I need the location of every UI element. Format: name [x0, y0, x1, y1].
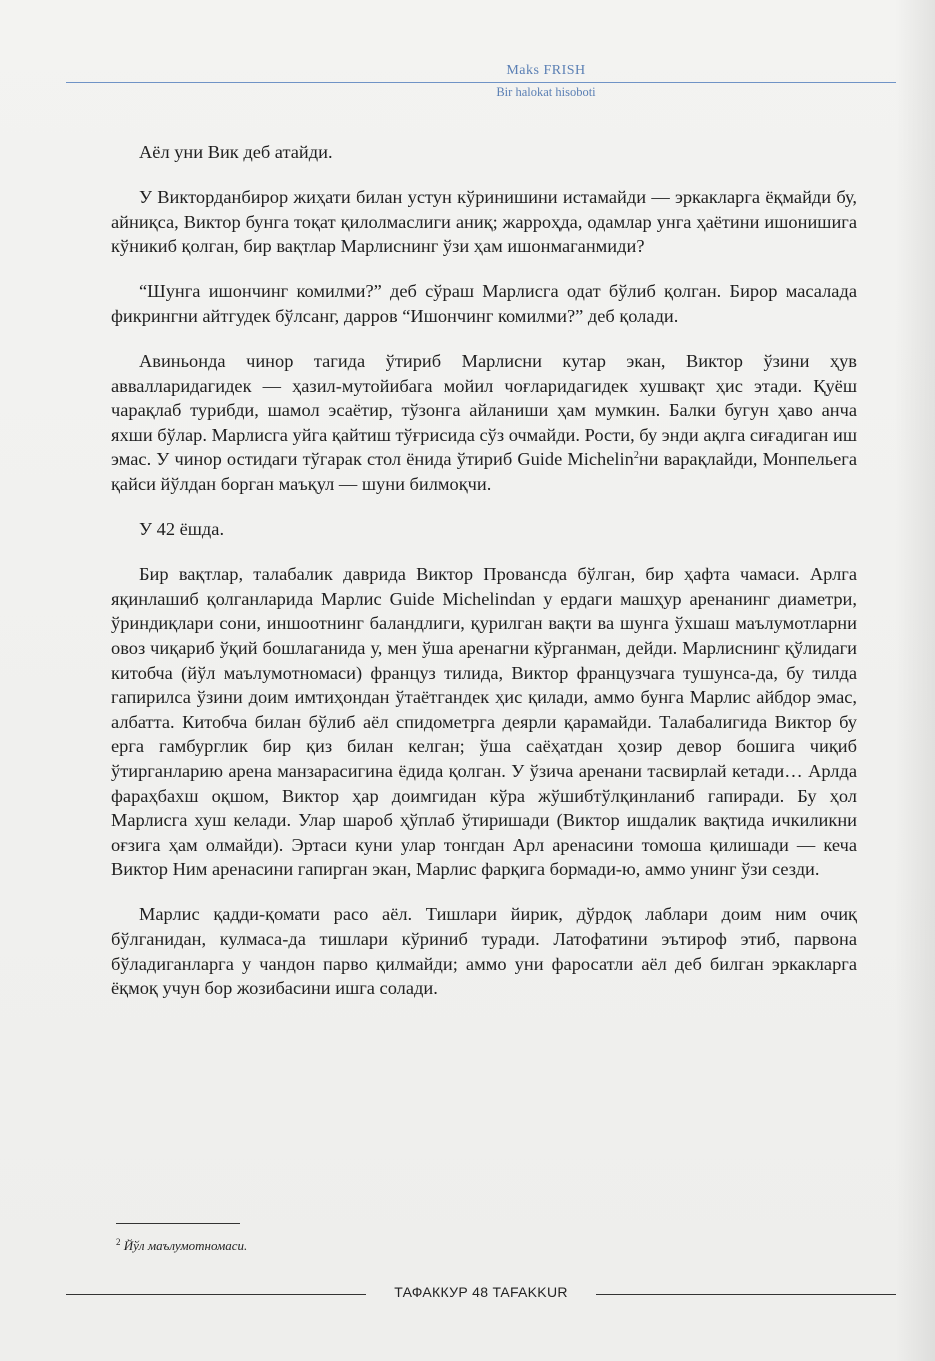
footer-rule-left: [66, 1294, 366, 1295]
footnote: [116, 1238, 247, 1254]
spine-shadow: [895, 0, 935, 1361]
footnote-text: Йўл маълумотномаси.: [123, 1238, 248, 1253]
header-subtitle: Bir halokat hisoboti: [496, 85, 596, 99]
footnote-rule: [116, 1223, 240, 1224]
body-text: [111, 140, 857, 1021]
footer-label: ТАФАККУР 48 TAFAKKUR: [394, 1284, 568, 1300]
paragraph-4-part-1: Авиньонда чинор тагида ўтириб Марлисни кутар экан, Виктор ўзини ҳув аввалларидагидек — ҳазил-мутойибага мойил чоғларидагидек хушвақт ҳис этади. Қуёш чарақлаб турибди, шамол эсаётир, тўзонга айланиши ҳам мумкин. Балки бугун ҳаво анча яхши бўлар. Марлисга уйга қайтиш тўғрисида сўз очмайди. Рости, бу энди ақлга сиғадиган иш эмас. У чинор остидаги тўгарак стол ёнида ўтириб Guide Michelin: [111, 351, 857, 470]
page-footer: [66, 1282, 896, 1306]
footer-rule-right: [596, 1294, 896, 1295]
header-author: Maks FRISH: [506, 63, 586, 78]
paragraph-3: “Шунга ишончинг комилми?” деб сўраш Марлисга одат бўлиб қолган. Бирор масалада фикрингни айтгудек бўлсанг, дарров “Ишончинг комилми?” деб қолади.: [111, 281, 857, 326]
running-header: [66, 62, 896, 100]
paragraph-5: У 42 ёшда.: [139, 519, 225, 540]
header-rule: [66, 82, 896, 83]
paragraph-2: У Викторданбирор жиҳати билан устун кўринишини истамайди — эркакларга ёқмайди бу, айниқса, Виктор бунга тоқат қилолмаслиги аниқ; жарроҳда, одамлар унга ҳаётини ишонишига кўникиб қолган, бир вақтлар Марлиснинг ўзи ҳам ишонмаганмиди?: [111, 187, 857, 257]
paragraph-1: Аёл уни Вик деб атайди.: [139, 142, 333, 162]
footnote-ref: 2: [633, 450, 639, 462]
footnote-number: 2: [116, 1237, 121, 1247]
paragraph-4: [111, 349, 857, 497]
paragraph-4-part-2: ни варақлайди, Монпельега қайси йўлдан борган маъқул — шуни билмоқчи.: [111, 449, 858, 495]
paragraph-6: Бир вақтлар, талабалик даврида Виктор Провансда бўлган, бир ҳафта чамаси. Арлга яқинлашиб қолганларида Марлис Guide Michelindan у ердаги машҳур аренанинг диаметри, ўриндиқлари сони, иншоотнинг баландлиги, қурилган вақти ва шунга ўхшаш маълумотларни овоз чиқариб ўқий бошлаганида у, мен ўша аренагни кўрганман, дейди. Марлиснинг қўлидаги китобча (йўл маълумотномаси) француз тилида, Виктор французчага тушунса-да, бу тилда гапирилса ўзини доим имтиҳондан ўтаётгандек ҳис қилади, аммо бунга Марлис айбдор эмас, албатта. Китобча билан бўлиб аёл спидометрга деярли қарамайди. Талабалигида Виктор бу ерга гамбурглик бир қиз билан келган; ўша саёҳатдан ҳозир девор бошига чиқиб ўтирганларию арена манзарасигина ёдида қолган. У ўзича аренани тасвирлай кетади… Арлда фараҳбахш оқшом, Виктор ҳар доимгидан кўра жўшибтўлқинланиб гапиради. Бу ҳол Марлисга хуш келади. Улар шароб ҳўплаб ўтиришади (Виктор ишдалик вақтида ичкиликни оғзига ҳам олмайди). Эртаси куни улар тонгдан Арл аренасини томоша қилишади — кеча Виктор Ним аренасини гапирган экан, Марлис фарқига бормади-ю, аммо унинг ўзи сезди.: [111, 564, 857, 880]
paragraph-7: Марлис қадди-қомати расо аёл. Тишлари йирик, дўрдоқ лаблари доим ним очиқ бўлганидан, кулмаса-да тишлари кўриниб туради. Латофатини эътироф этиб, парвона бўладиганларга у чандон парво қилмайди; аммо уни фаросатли аёл деб билган эркакларга ёқмоқ учун бор жозибасини ишга солади.: [111, 904, 857, 999]
